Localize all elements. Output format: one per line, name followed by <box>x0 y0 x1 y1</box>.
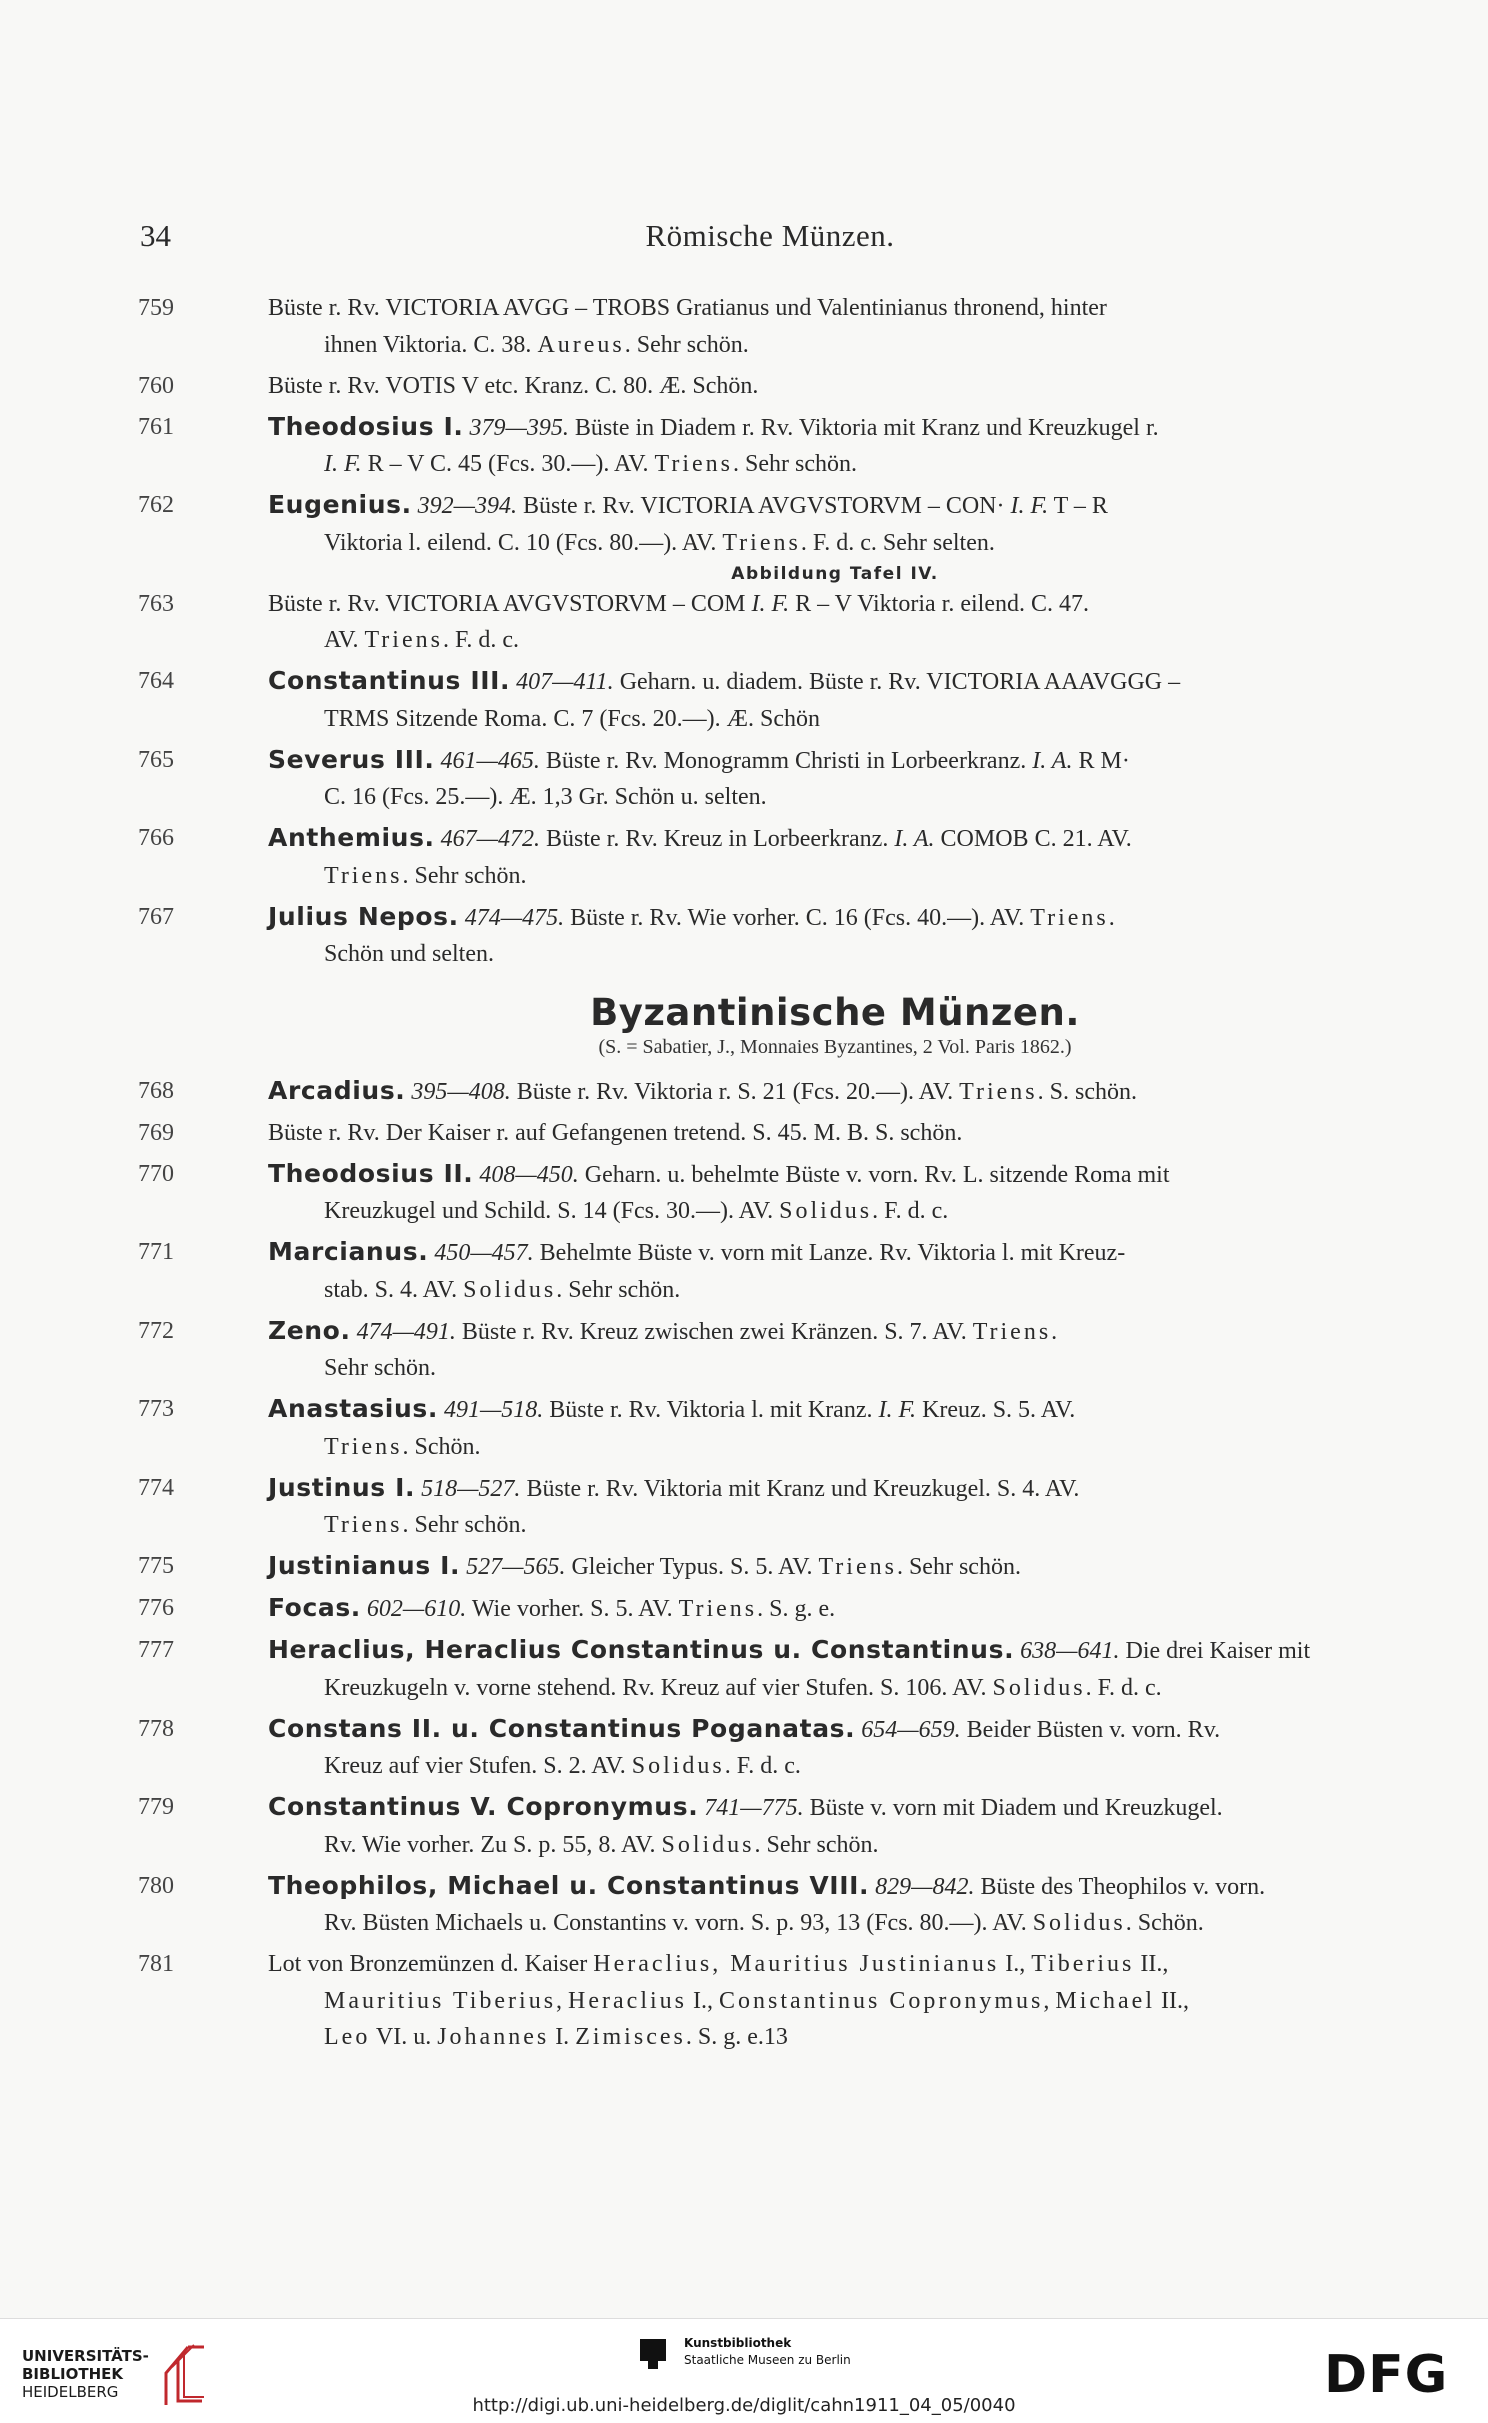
entry-text: Geharn. u. behelmte Büste v. vorn. Rv. L. sitzende Roma mit <box>578 1161 1170 1188</box>
reign-years: 450—457. <box>434 1240 534 1266</box>
entry-text: Johannes <box>437 2024 550 2050</box>
catalogue-entry <box>138 586 1402 659</box>
entry-text: Triens <box>364 627 443 653</box>
entry-line <box>268 622 1402 659</box>
entry-text: T – R <box>1048 493 1108 519</box>
entry-text: Büste in Diadem r. Rv. Viktoria mit Kranz und Kreuzkugel r. <box>568 414 1159 441</box>
entry-number: 766 <box>138 825 174 851</box>
entry-text: Büste r. Rv. Kreuz zwischen zwei Kränzen. S. 7. AV. <box>455 1318 973 1345</box>
reign-years: I. A. <box>1032 747 1073 774</box>
entry-line <box>268 663 1402 701</box>
entry-text: . S. g. e. <box>685 2024 764 2050</box>
entry-line <box>268 446 1402 483</box>
entry-line <box>268 1272 1402 1309</box>
entry-text: Büste r. Rv. Wie vorher. C. 16 (Fcs. 40.—). AV. <box>564 904 1031 931</box>
entry-text: . Schön. <box>402 1433 481 1460</box>
entry-number: 759 <box>138 295 174 321</box>
reign-years: 408—450. <box>479 1161 579 1188</box>
entry-line <box>268 1946 1402 1983</box>
entry-line <box>268 1313 1402 1351</box>
entry-text: Kreuz auf vier Stufen. S. 2. AV. <box>324 1753 632 1779</box>
ruler-name: Heraclius, Heraclius Constantinus u. Constantinus. <box>268 1635 1015 1664</box>
entry-text: Büste des Theophilos v. vorn. <box>974 1873 1266 1900</box>
entry-text: Mauritius Tiberius <box>324 1987 557 2014</box>
entry-text: I., <box>687 1987 719 2014</box>
catalogue-entry <box>138 1234 1402 1308</box>
reign-years: I. A. <box>894 826 935 852</box>
entry-line <box>268 1632 1402 1670</box>
entry-text: II., <box>1155 1987 1189 2014</box>
entry-text: Triens <box>678 1596 758 1622</box>
catalogue-entry <box>138 1590 1402 1628</box>
catalogue-entry <box>138 368 1402 405</box>
entry-line <box>268 1670 1402 1707</box>
entry-text: Solidus <box>463 1276 557 1303</box>
entry-line <box>268 820 1402 858</box>
entry-text: Leo <box>324 2024 371 2050</box>
lot-count: 13 <box>763 2024 788 2050</box>
reign-years: 407—411. <box>516 669 614 695</box>
entry-number: 774 <box>138 1474 174 1501</box>
entry-line <box>268 1193 1402 1230</box>
ruler-name: Severus III. <box>268 744 435 774</box>
catalogue-entry <box>138 409 1402 483</box>
entry-text: Solidus <box>661 1831 755 1858</box>
entry-line <box>268 1470 1402 1508</box>
entry-text: Büste r. Rv. Viktoria r. S. 21 (Fcs. 20.—). AV. <box>510 1078 960 1105</box>
entry-line <box>268 899 1402 937</box>
entry-number: 764 <box>138 668 174 694</box>
reign-years: I. F. <box>751 590 790 617</box>
entry-group-byzantine <box>138 1073 1402 2056</box>
entry-number: 767 <box>138 903 174 930</box>
entry-text: . Sehr schön. <box>556 1276 681 1303</box>
kunstbibliothek-name: Kunstbibliothek Staatliche Museen zu Berlin <box>684 2336 851 2367</box>
entry-text: Lot von Bronzemünzen d. Kaiser <box>268 1951 594 1977</box>
entry-text: Triens <box>818 1554 897 1580</box>
entry-text: Triens <box>324 1512 403 1538</box>
entry-line <box>268 1789 1402 1827</box>
reign-years: 527—565. <box>466 1554 566 1580</box>
entry-line <box>268 1590 1402 1628</box>
ruler-name: Justinus I. <box>268 1472 416 1502</box>
entry-text: Büste r. Rv. VICTORIA AVGG – TROBS Gratianus und Valentinianus thronend, hinter <box>268 295 1107 321</box>
entry-text: . <box>1051 1318 1058 1345</box>
entry-number: 773 <box>138 1396 174 1422</box>
entry-number: 762 <box>138 492 174 518</box>
entry-number: 772 <box>138 1317 174 1344</box>
entry-number: 770 <box>138 1160 174 1187</box>
ruler-name: Zeno. <box>268 1315 351 1345</box>
entry-text: Behelmte Büste v. vorn mit Lanze. Rv. Viktoria l. mit Kreuz- <box>533 1240 1126 1266</box>
reign-years: 741—775. <box>704 1795 804 1821</box>
entry-number: 769 <box>138 1119 174 1146</box>
entry-line <box>268 327 1402 364</box>
reign-years: 461—465. <box>440 747 540 774</box>
entry-text: TRMS Sitzende Roma. C. 7 (Fcs. 20.—). Æ. Schön <box>324 705 820 732</box>
entry-group-roman-b <box>138 586 1402 973</box>
catalogue-entry <box>138 1789 1402 1863</box>
entry-text: Büste r. Rv. VICTORIA AVGVSTORVM – COM <box>268 590 752 617</box>
entry-text: Sehr schön. <box>324 1355 436 1381</box>
entry-line <box>268 936 1402 973</box>
catalogue-entry <box>138 290 1402 363</box>
entry-text: Solidus <box>779 1198 873 1224</box>
entry-text: Tiberius <box>1031 1951 1135 1977</box>
entry-line <box>268 1391 1402 1429</box>
catalogue-entry <box>138 1946 1402 2056</box>
entry-text: I. <box>549 2024 576 2050</box>
entry-text: Büste r. Rv. Viktoria l. mit Kranz. <box>543 1397 879 1423</box>
catalogue-entry <box>138 820 1402 894</box>
entry-group-roman-a <box>138 290 1402 561</box>
entry-line <box>268 1234 1402 1272</box>
entry-number: 765 <box>138 746 174 773</box>
entry-number: 777 <box>138 1637 174 1663</box>
catalogue-entry <box>138 1632 1402 1706</box>
entry-text: Solidus <box>631 1753 725 1779</box>
entry-text: Michael <box>1055 1987 1155 2014</box>
catalogue-entries <box>138 290 1402 2060</box>
catalogue-entry <box>138 1313 1402 1387</box>
catalogue-entry <box>138 742 1402 816</box>
entry-line <box>268 586 1402 623</box>
reign-years: 602—610. <box>366 1596 467 1622</box>
entry-number: 780 <box>138 1872 174 1899</box>
entry-number: 781 <box>138 1951 174 1977</box>
ruler-name: Eugenius. <box>268 490 412 519</box>
entry-text: C. 16 (Fcs. 25.—). Æ. 1,3 Gr. Schön u. selten. <box>324 784 767 810</box>
page-number: 34 <box>140 218 171 253</box>
ruler-name: Julius Nepos. <box>268 901 459 931</box>
ruler-name: Constans II. u. Constantinus Poganatas. <box>268 1713 856 1743</box>
ruler-name: Arcadius. <box>268 1075 406 1105</box>
entry-text: . Sehr schön. <box>733 451 857 477</box>
catalogue-entry <box>138 1548 1402 1586</box>
entry-number: 779 <box>138 1794 174 1820</box>
university-library-logo[interactable] <box>22 2333 212 2403</box>
catalogue-entry <box>138 1115 1402 1152</box>
entry-text: Rv. Wie vorher. Zu S. p. 55, 8. AV. <box>324 1831 662 1858</box>
section-title: Byzantinische Münzen. <box>590 990 1080 1034</box>
entry-line <box>268 742 1402 780</box>
entry-text: Büste r. Rv. Monogramm Christi in Lorbeerkranz. <box>539 747 1033 774</box>
reign-years: 395—408. <box>411 1078 511 1105</box>
ruler-name: Justinianus I. <box>268 1551 461 1580</box>
running-title: Römische Münzen. <box>645 218 895 253</box>
catalogue-entry <box>138 1711 1402 1785</box>
entry-line <box>268 1073 1402 1111</box>
entry-line <box>268 409 1402 447</box>
catalogue-entry <box>138 1156 1402 1230</box>
museum-emblem-icon <box>640 2339 666 2369</box>
reign-years: 474—491. <box>356 1318 456 1345</box>
entry-text: . Sehr schön. <box>624 331 749 358</box>
entry-text: R – V Viktoria r. eilend. C. 47. <box>789 590 1089 617</box>
catalogue-entry <box>138 663 1402 737</box>
entry-number: 761 <box>138 413 174 440</box>
entry-text: II., <box>1134 1951 1169 1977</box>
reign-years: I. F. <box>1010 493 1049 519</box>
entry-text: AV. <box>324 627 365 653</box>
catalogue-entry <box>138 1868 1402 1942</box>
ruler-name: Constantinus III. <box>268 666 511 695</box>
entry-text: . Sehr schön. <box>896 1554 1021 1580</box>
entry-text: Triens <box>1030 904 1109 931</box>
entry-text: Beider Büsten v. vorn. Rv. <box>960 1716 1221 1743</box>
section-note: (S. = Sabatier, J., Monnaies Byzantines, 2 Vol. Paris 1862.) <box>598 1035 1072 1058</box>
entry-text: . F. d. c. <box>1085 1674 1162 1701</box>
ruler-name: Theodosius I. <box>268 411 464 441</box>
entry-line <box>268 525 1402 562</box>
entry-text: . <box>1108 904 1115 931</box>
entry-line <box>268 1429 1402 1466</box>
reign-years: 654—659. <box>861 1716 961 1743</box>
reign-years: 829—842. <box>875 1873 975 1900</box>
entry-text: Solidus <box>992 1674 1086 1701</box>
ruler-name: Constantinus V. Copronymus. <box>268 1792 699 1821</box>
entry-text: Triens <box>654 451 733 477</box>
ruler-name: Focas. <box>268 1593 361 1622</box>
entry-line <box>268 701 1402 738</box>
dfg-logo[interactable]: DFG <box>1324 2345 1449 2405</box>
entry-line <box>268 1983 1402 2020</box>
entry-text: Gleicher Typus. S. 5. AV. <box>565 1554 819 1580</box>
entry-line <box>268 290 1402 327</box>
entry-text: . F. d. c. <box>872 1198 949 1224</box>
entry-line <box>268 2019 1402 2056</box>
entry-line <box>268 779 1402 816</box>
entry-text: I., <box>999 1951 1032 1977</box>
entry-text: Schön und selten. <box>324 941 494 967</box>
entry-line <box>268 1156 1402 1194</box>
entry-text: . Sehr schön. <box>402 1512 527 1538</box>
entry-text: . Sehr schön. <box>402 862 527 889</box>
reign-years: 392—394. <box>417 493 518 519</box>
entry-line <box>268 1905 1402 1942</box>
entry-number: 771 <box>138 1239 174 1265</box>
entry-text: Kreuz. S. 5. AV. <box>916 1397 1076 1423</box>
entry-text: Triens <box>722 529 801 556</box>
reign-years: 379—395. <box>469 414 569 441</box>
entry-text: Büste r. Rv. VOTIS V etc. Kranz. C. 80. Æ. Schön. <box>268 372 759 399</box>
reign-years: 474—475. <box>464 904 565 931</box>
ruler-name: Marcianus. <box>268 1237 429 1266</box>
entry-text: Heraclius <box>568 1987 687 2014</box>
entry-text: Wie vorher. S. 5. AV. <box>466 1596 679 1622</box>
entry-text: Rv. Büsten Michaels u. Constantins v. vorn. S. p. 93, 13 (Fcs. 80.—). AV. <box>324 1910 1033 1936</box>
entry-text: Triens <box>959 1078 1038 1105</box>
entry-text: Triens <box>972 1318 1052 1345</box>
entry-text: Solidus <box>1032 1910 1126 1936</box>
entry-number: 763 <box>138 590 174 617</box>
entry-text: VI. u. <box>370 2024 438 2050</box>
entry-text: Triens <box>324 862 403 889</box>
ruler-name: Anastasius. <box>268 1394 438 1423</box>
entry-number: 760 <box>138 372 174 399</box>
ruler-name: Theodosius II. <box>268 1158 474 1188</box>
entry-text: stab. S. 4. AV. <box>324 1276 464 1303</box>
entry-number: 768 <box>138 1077 174 1104</box>
entry-text: Büste r. Rv. Der Kaiser r. auf Gefangenen tretend. S. 45. M. B. S. schön. <box>268 1119 963 1146</box>
catalogue-entry <box>138 1073 1402 1111</box>
entry-line <box>268 858 1402 895</box>
entry-line <box>268 1868 1402 1906</box>
entry-text: Zimisces <box>575 2024 686 2050</box>
page-header <box>140 218 1400 264</box>
catalogue-entry <box>138 487 1402 561</box>
entry-number: 775 <box>138 1553 174 1579</box>
ruler-name: Anthemius. <box>268 823 435 852</box>
entry-text: Constantinus Copronymus <box>719 1987 1044 2014</box>
ruler-name: Theophilos, Michael u. Constantinus VIII. <box>268 1870 870 1900</box>
entry-text: COMOB C. 21. AV. <box>934 826 1132 852</box>
entry-text: . S. g. e. <box>757 1596 836 1622</box>
entry-text: , <box>1043 1987 1056 2014</box>
entry-text: Büste v. vorn mit Diadem und Kreuzkugel. <box>803 1795 1223 1821</box>
entry-text: Büste r. Rv. Viktoria mit Kranz und Kreuzkugel. S. 4. AV. <box>520 1475 1080 1502</box>
entry-text: R M· <box>1072 747 1130 774</box>
entry-text: Viktoria l. eilend. C. 10 (Fcs. 80.—). AV. <box>324 529 723 556</box>
entry-text: R – V C. 45 (Fcs. 30.—). AV. <box>361 451 655 477</box>
entry-line <box>268 368 1402 405</box>
entry-line <box>268 487 1402 525</box>
entry-line <box>268 1827 1402 1864</box>
catalogue-entry <box>138 1391 1402 1465</box>
entry-text: . F. d. c. <box>442 627 520 653</box>
reign-years: I. F. <box>878 1397 917 1423</box>
entry-text: . Sehr schön. <box>754 1831 879 1858</box>
entry-text: . F. d. c. Sehr selten. <box>800 529 995 556</box>
entry-text: Kreuzkugel und Schild. S. 14 (Fcs. 30.—). AV. <box>324 1198 780 1224</box>
entry-text: Triens <box>324 1433 403 1460</box>
entry-text: . F. d. c. <box>724 1753 801 1779</box>
entry-text: Kreuzkugeln v. vorne stehend. Rv. Kreuz auf vier Stufen. S. 106. AV. <box>324 1674 993 1701</box>
reign-years: 518—527. <box>421 1475 521 1502</box>
entry-text: Geharn. u. diadem. Büste r. Rv. VICTORIA AAAVGGG – <box>613 669 1181 695</box>
entry-line <box>268 1711 1402 1749</box>
entry-text: Büste r. Rv. Kreuz in Lorbeerkranz. <box>540 826 895 852</box>
entry-line <box>268 1507 1402 1544</box>
entry-number: 776 <box>138 1595 174 1621</box>
entry-number: 778 <box>138 1715 174 1742</box>
entry-text: Büste r. Rv. VICTORIA AVGVSTORVM – CON· <box>517 493 1011 519</box>
permalink-url[interactable]: http://digi.ub.uni-heidelberg.de/diglit/cahn1911_04_05/0040 <box>472 2395 1016 2416</box>
entry-line <box>268 1748 1402 1785</box>
figure-note: Abbildung Tafel IV. <box>731 563 939 584</box>
library-name: UNIVERSITÄTS- BIBLIOTHEK HEIDELBERG <box>22 2347 149 2401</box>
entry-text: Die drei Kaiser mit <box>1119 1638 1311 1664</box>
reign-years: 467—472. <box>440 826 540 852</box>
entry-line <box>268 1350 1402 1387</box>
entry-line <box>268 1548 1402 1586</box>
reign-years: I. F. <box>324 451 362 477</box>
reign-years: 491—518. <box>443 1397 544 1423</box>
entry-text: ihnen Viktoria. C. 38. <box>324 331 538 358</box>
entry-text: Heraclius, Mauritius Justinianus <box>593 1951 1000 1977</box>
catalogue-entry <box>138 1470 1402 1544</box>
entry-line <box>268 1115 1402 1152</box>
entry-text: . S. schön. <box>1037 1078 1137 1105</box>
reign-years: 638—641. <box>1020 1638 1120 1664</box>
entry-line <box>324 2024 764 2050</box>
entry-text: Aureus <box>537 331 625 358</box>
entry-text: . Schön. <box>1125 1910 1204 1936</box>
catalogue-entry <box>138 899 1402 973</box>
entry-text: , <box>556 1987 569 2014</box>
digitization-footer <box>0 2318 1488 2423</box>
